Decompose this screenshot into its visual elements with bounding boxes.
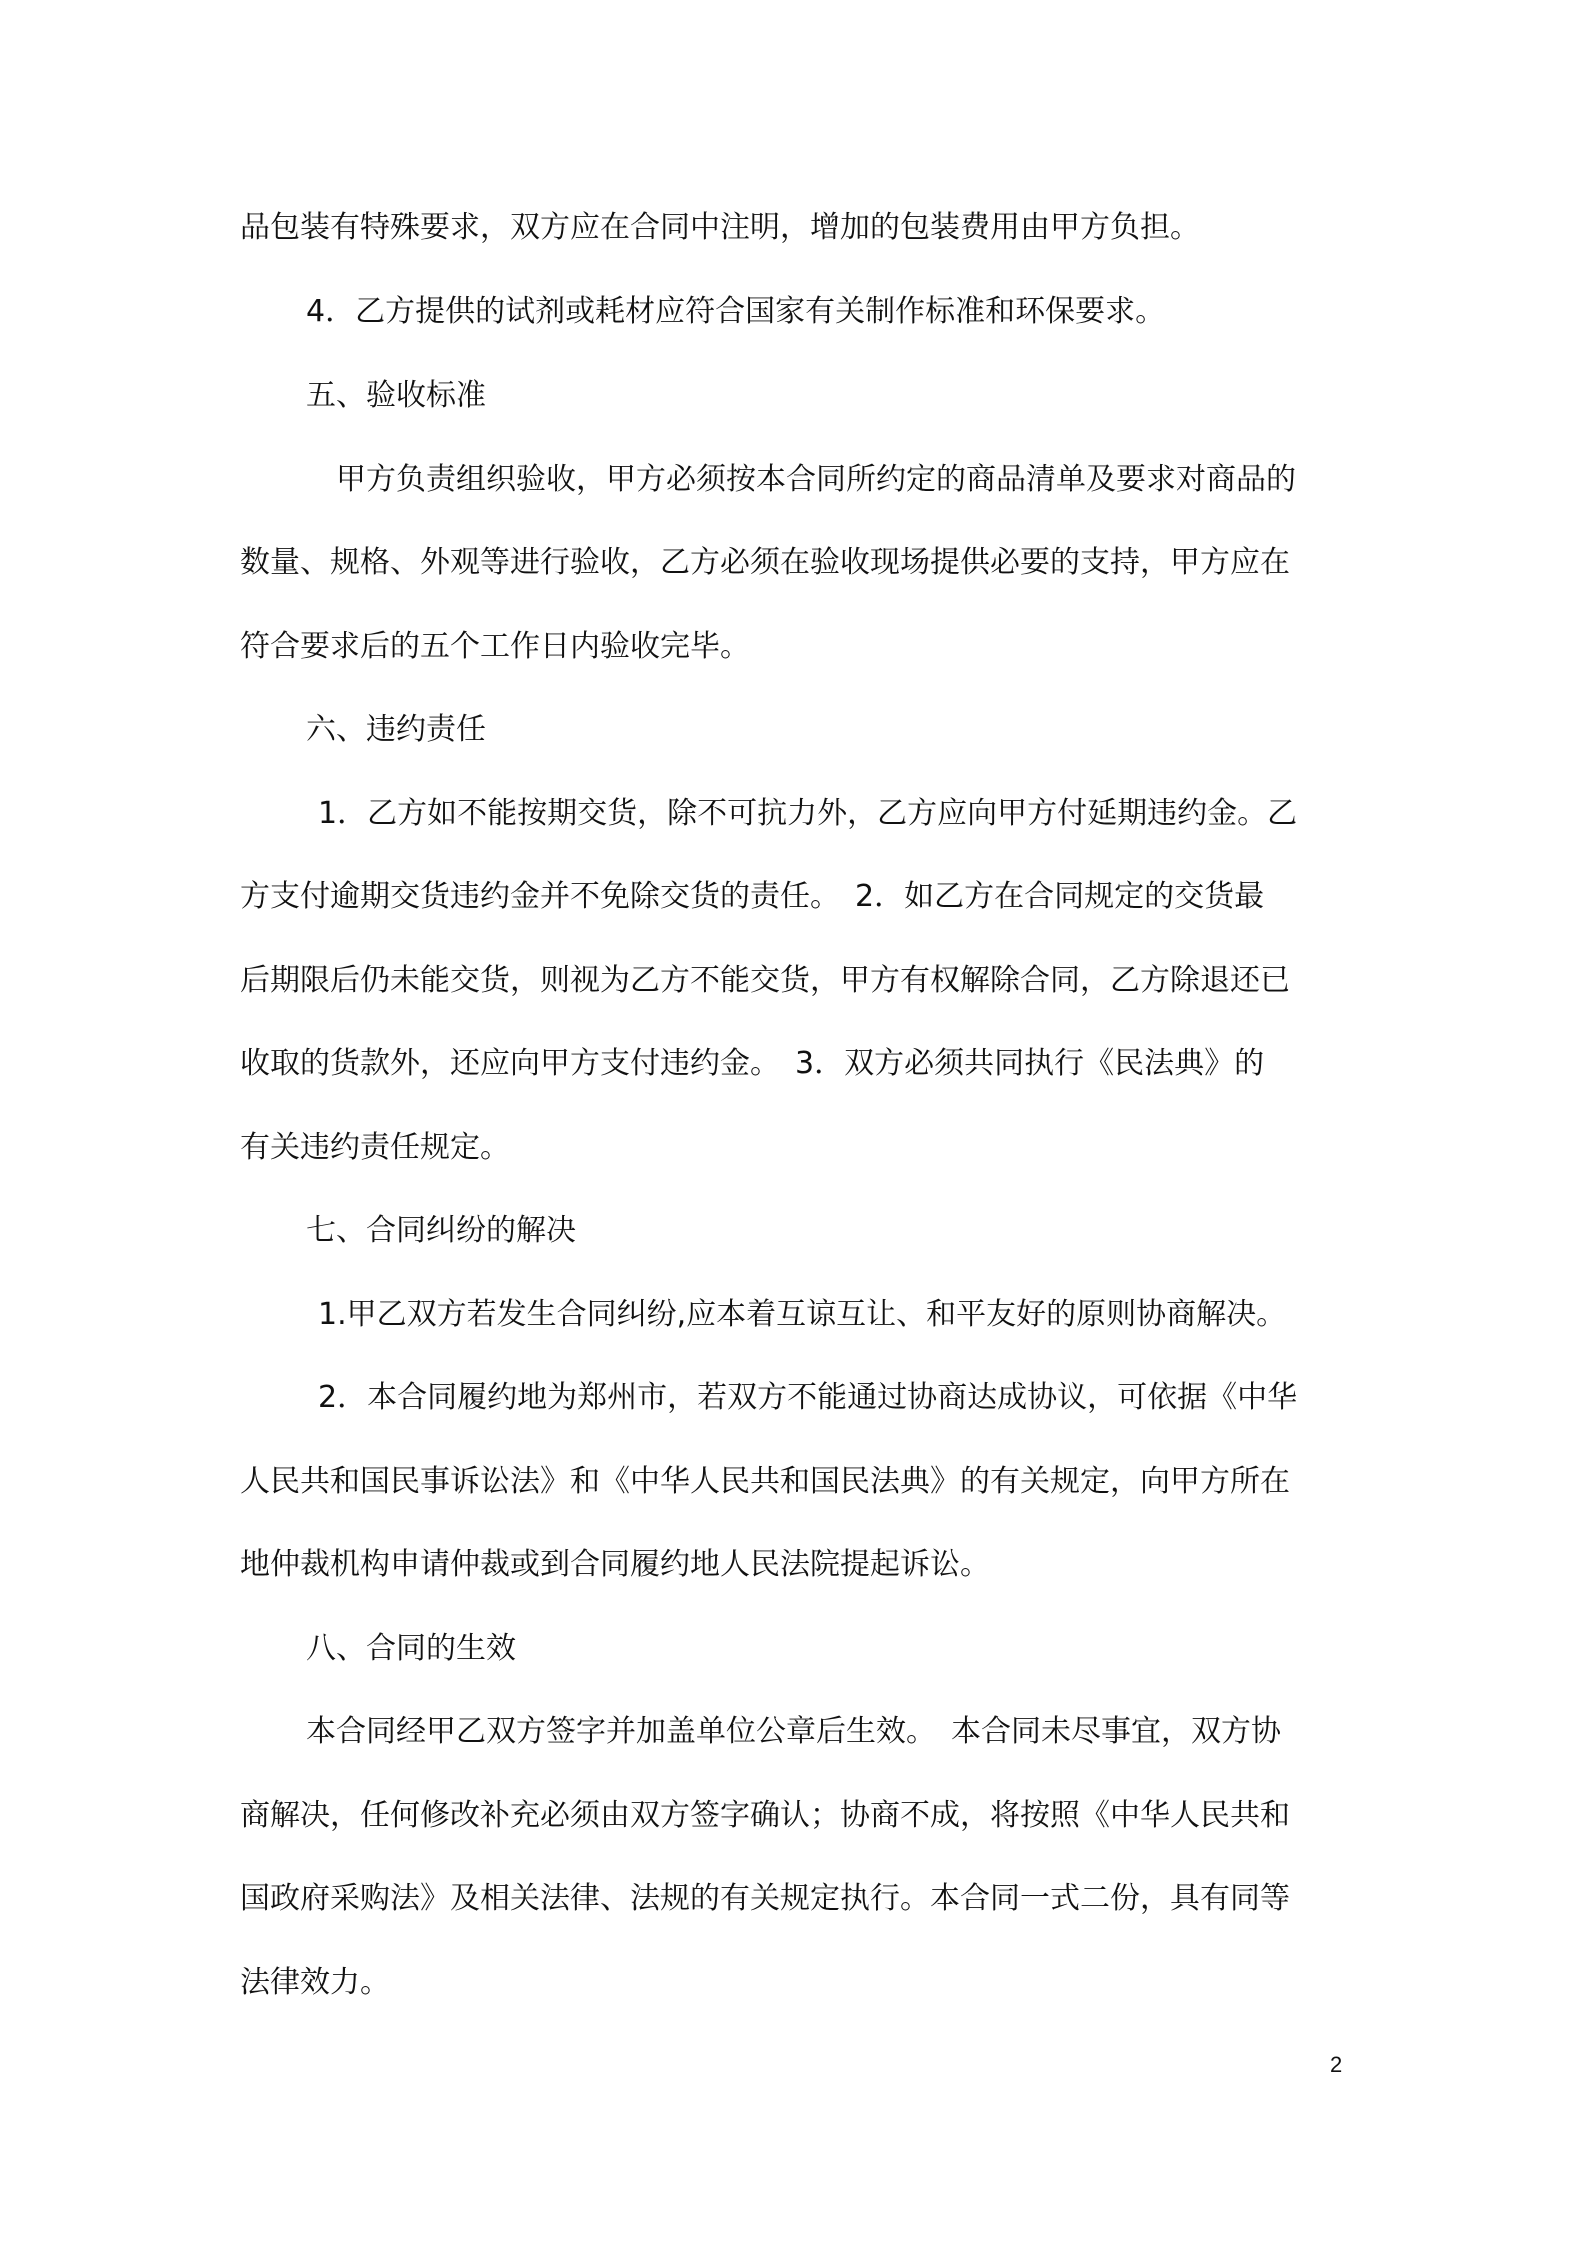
text-line: 1.甲乙双方若发生合同纠纷,应本着互谅互让、和平友好的原则协商解决。	[318, 1297, 1287, 1332]
section-heading-liability: 六、违约责任	[306, 712, 486, 747]
text-line: 4．乙方提供的试剂或耗材应符合国家有关制作标准和环保要求。	[306, 294, 1166, 329]
text-line: 后期限后仍未能交货，则视为乙方不能交货，甲方有权解除合同，乙方除退还已	[240, 963, 1290, 998]
text-line: 品包装有特殊要求，双方应在合同中注明，增加的包装费用由甲方负担。	[240, 210, 1200, 245]
text-line: 1．乙方如不能按期交货，除不可抗力外，乙方应向甲方付延期违约金。乙	[318, 796, 1298, 831]
section-heading-acceptance: 五、验收标准	[306, 378, 486, 413]
text-line: 人民共和国民事诉讼法》和《中华人民共和国民法典》的有关规定，向甲方所在	[240, 1464, 1290, 1499]
section-heading-effectiveness: 八、合同的生效	[306, 1631, 516, 1666]
text-line: 有关违约责任规定。	[240, 1130, 510, 1165]
section-heading-disputes: 七、合同纠纷的解决	[306, 1213, 576, 1248]
text-line: 数量、规格、外观等进行验收，乙方必须在验收现场提供必要的支持，甲方应在	[240, 545, 1290, 580]
text-line: 收取的货款外，还应向甲方支付违约金。 3．双方必须共同执行《民法典》的	[240, 1046, 1265, 1081]
text-line: 方支付逾期交货违约金并不免除交货的责任。 2．如乙方在合同规定的交货最	[240, 879, 1265, 914]
text-line: 甲方负责组织验收，甲方必须按本合同所约定的商品清单及要求对商品的	[336, 462, 1296, 497]
text-line: 商解决，任何修改补充必须由双方签字确认；协商不成，将按照《中华人民共和	[240, 1798, 1290, 1833]
text-line: 法律效力。	[240, 1965, 390, 2000]
page-number: 2	[1330, 2052, 1343, 2077]
text-line: 国政府采购法》及相关法律、法规的有关规定执行。本合同一式二份，具有同等	[240, 1881, 1290, 1916]
text-line: 本合同经甲乙双方签字并加盖单位公章后生效。 本合同未尽事宜，双方协	[306, 1714, 1281, 1749]
text-line: 符合要求后的五个工作日内验收完毕。	[240, 629, 750, 664]
text-line: 2．本合同履约地为郑州市，若双方不能通过协商达成协议，可依据《中华	[318, 1380, 1298, 1415]
text-line: 地仲裁机构申请仲裁或到合同履约地人民法院提起诉讼。	[240, 1547, 990, 1582]
